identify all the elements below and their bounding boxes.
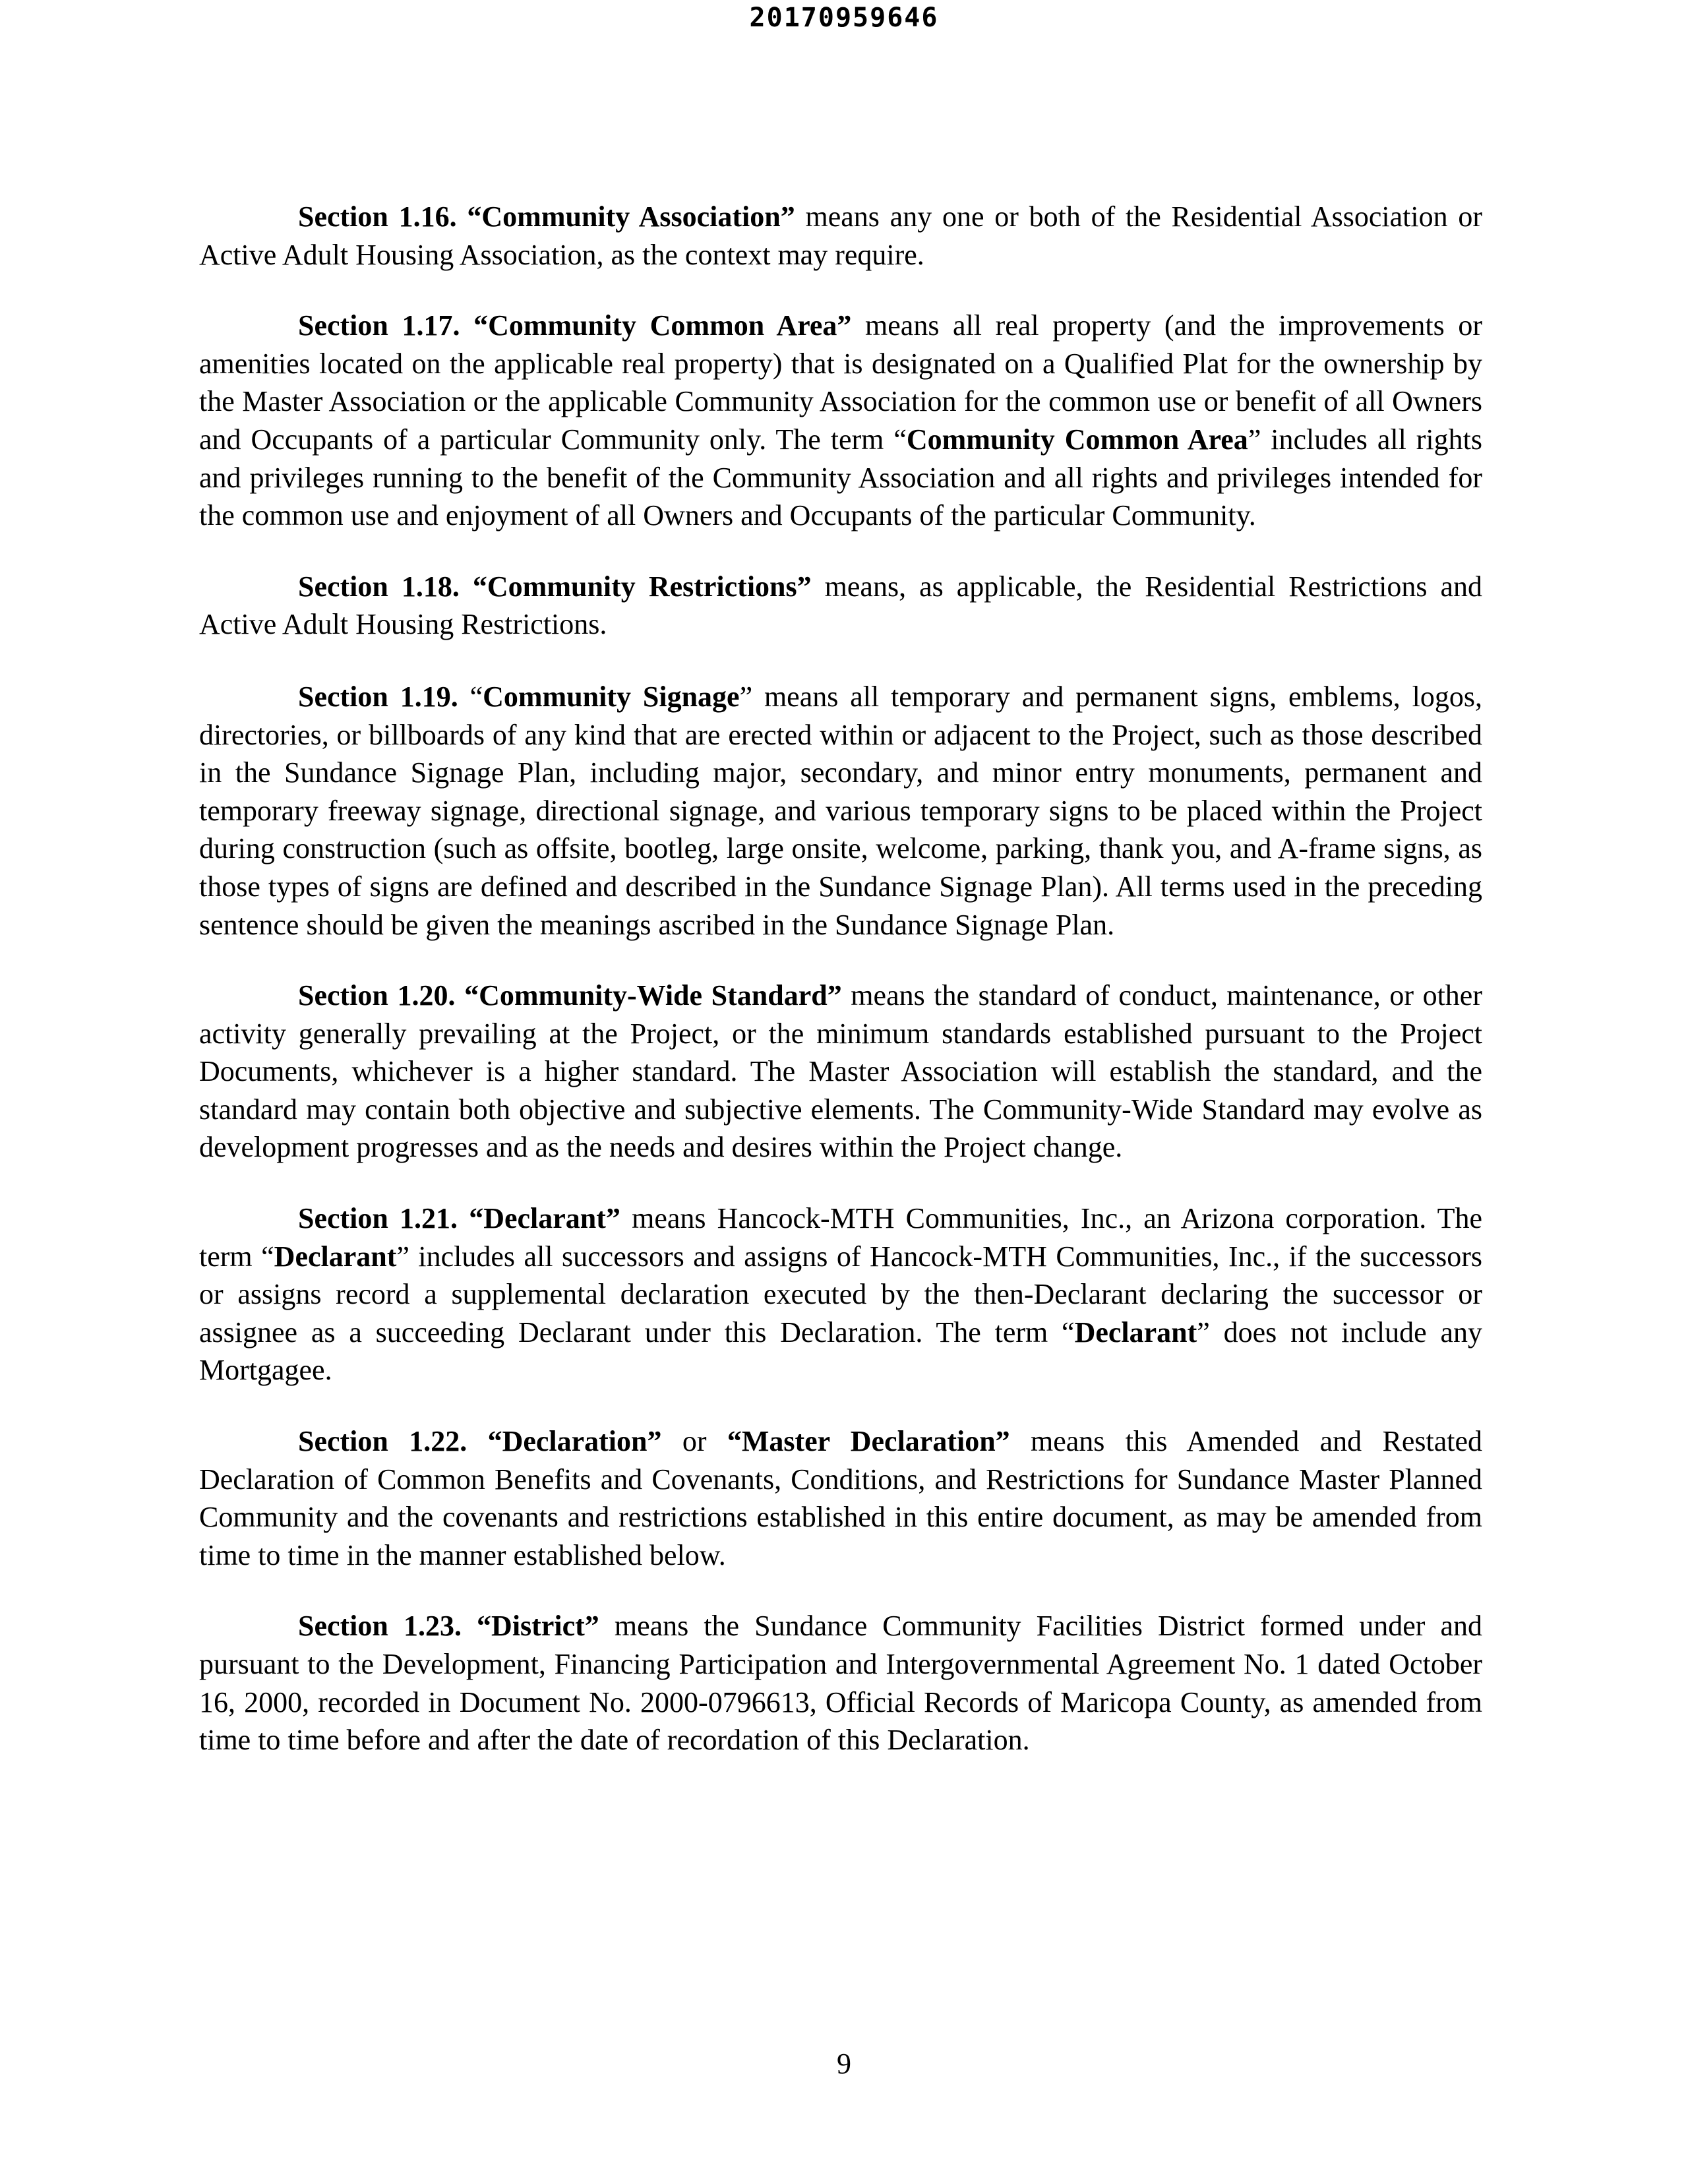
- section-label: Section 1.19.: [298, 680, 458, 713]
- section-text: ” means all temporary and permanent signs, emblems, logos, directories, or billboards of any kind that are erected within or adjacent to the Project, such as those described in the Sundance Signage Plan, including major, secondary, and minor entry monuments, permanent and temporary freeway signage, directional signage, and various temporary signs to be placed within the Project during construction (such as offsite, bootleg, large onsite, welcome, parking, thank you, and A-frame signs, as those types of signs are defined and described in the Sundance Signage Plan). All terms used in the preceding sentence should be given the meanings ascribed in the Sundance Signage Plan.: [199, 680, 1483, 941]
- defined-term: “Community Restrictions”: [472, 570, 812, 603]
- section-text: means the standard of conduct, maintenance, or other activity generally prevailing at the Project, or the minimum standards established pursuant to the Project Documents, whichever is a higher standard. The Master Association will establish the standard, and the standard may contain both objective and subjective elements. The Community-Wide Standard may evolve as development progresses and as the needs and desires within the Project change.: [199, 979, 1482, 1164]
- page-number: 9: [837, 2048, 851, 2080]
- section-text: means the Sundance Community Facilities District formed under and pursuant to the Development, Financing Participation and Intergovernmental Agreement No. 1 dated October 16, 2000, recorded in Document No. 2000-0796613, Official Records of Maricopa County, as amended from time to time before and after the date of recordation of this Declaration.: [199, 1610, 1482, 1757]
- section-text: ” does not include any Mortgagee.: [199, 1316, 1482, 1387]
- defined-term: Community Signage: [483, 680, 740, 713]
- defined-term: “Declarant”: [469, 1202, 620, 1235]
- section-text: means, as applicable, the Residential Restrictions and Active Adult Housing Restrictions.: [199, 570, 1483, 641]
- section-label: Section 1.16.: [298, 200, 457, 233]
- section-paragraph: [199, 977, 1482, 1167]
- section-label: Section 1.23.: [298, 1610, 462, 1643]
- section-text: “: [469, 680, 483, 713]
- section-text: means Hancock-MTH Communities, Inc., an Arizona corporation. The term “: [199, 1202, 1482, 1273]
- section-paragraph: [199, 1199, 1482, 1389]
- defined-term: “Master Declaration”: [727, 1425, 1010, 1458]
- document-body: [199, 198, 1482, 1792]
- section-paragraph: [199, 198, 1482, 274]
- defined-term: Declarant: [1074, 1316, 1197, 1349]
- section-paragraph: [199, 307, 1482, 535]
- section-text: means all real property (and the improvements or amenities located on the applicable real property) that is designated on a Qualified Plat for the ownership by the Master Association or the applicable Community Association for the common use or benefit of all Owners and Occupants of a particular Community only. The term “: [199, 309, 1483, 456]
- defined-term: Community Common Area: [906, 423, 1248, 456]
- section-text: ” includes all successors and assigns of Hancock-MTH Communities, Inc., if the successors or assigns record a supplemental declaration executed by the then-Declarant declaring the successor or assignee as a succeeding Declarant under this Declaration. The term “: [199, 1240, 1482, 1349]
- defined-term: “Community Association”: [467, 200, 795, 233]
- section-paragraph: [199, 678, 1482, 944]
- section-paragraph: [199, 1607, 1482, 1759]
- section-text: or: [661, 1425, 727, 1458]
- section-text: means any one or both of the Residential Association or Active Adult Housing Association, as the context may require.: [199, 200, 1483, 271]
- section-text: ” includes all rights and privileges running to the benefit of the Community Association and all rights and privileges intended for the common use and enjoyment of all Owners and Occupants of the particular Community.: [199, 423, 1483, 532]
- defined-term: “Community Common Area”: [473, 309, 852, 342]
- defined-term: “Community-Wide Standard”: [464, 979, 842, 1012]
- section-label: Section 1.18.: [298, 570, 460, 603]
- defined-term: “District”: [477, 1610, 599, 1643]
- defined-term: Declarant: [274, 1240, 397, 1273]
- section-label: Section 1.17.: [298, 309, 460, 342]
- section-text: means this Amended and Restated Declaration of Common Benefits and Covenants, Conditions, and Restrictions for Sundance Master Planned Community and the covenants and restrictions established in this entire document, as may be amended from time to time in the manner established below.: [199, 1425, 1482, 1571]
- section-label: Section 1.21.: [298, 1202, 458, 1235]
- section-label: Section 1.22.: [298, 1425, 467, 1458]
- document-number: 20170959646: [749, 3, 939, 33]
- section-paragraph: [199, 1422, 1482, 1574]
- section-paragraph: [199, 568, 1482, 644]
- section-label: Section 1.20.: [298, 979, 456, 1012]
- defined-term: “Declaration”: [487, 1425, 662, 1458]
